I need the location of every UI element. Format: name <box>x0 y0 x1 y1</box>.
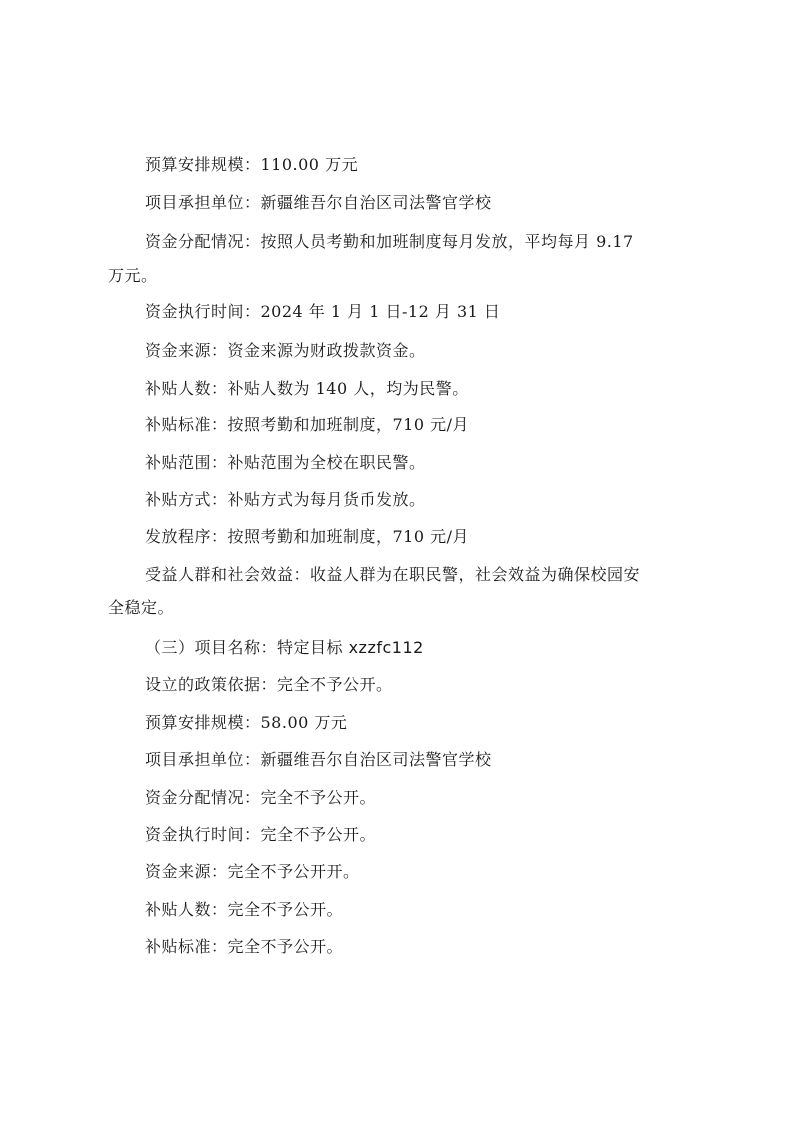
policy-basis-line: 设立的政策依据：完全不予公开。 <box>145 675 393 694</box>
subsidy-method-line: 补贴方式：补贴方式为每月货币发放。 <box>145 490 426 509</box>
undertaking-unit-line: 项目承担单位：新疆维吾尔自治区司法警官学校 <box>145 193 492 212</box>
distribution-procedure-line: 发放程序：按照考勤和加班制度，710 元/月 <box>145 527 470 546</box>
execution-time-line: 资金执行时间：2024 年 1 月 1 日-12 月 31 日 <box>145 302 501 321</box>
subsidy-count-line-3: 补贴人数：完全不予公开。 <box>145 900 344 919</box>
beneficiaries-line: 受益人群和社会效益：收益人群为在职民警，社会效益为确保校园安 <box>145 565 641 584</box>
subsidy-count-line: 补贴人数：补贴人数为 140 人，均为民警。 <box>145 379 469 398</box>
undertaking-unit-line-3: 项目承担单位：新疆维吾尔自治区司法警官学校 <box>145 750 492 769</box>
beneficiaries-continuation: 全稳定。 <box>108 598 175 617</box>
budget-scale-line: 预算安排规模：110.00 万元 <box>145 155 359 174</box>
fund-allocation-line-3: 资金分配情况：完全不予公开。 <box>145 788 377 807</box>
fund-allocation-line: 资金分配情况：按照人员考勤和加班制度每月发放，平均每月 9.17 <box>145 232 634 251</box>
budget-scale-line-3: 预算安排规模：58.00 万元 <box>145 713 348 732</box>
subsidy-standard-line-3: 补贴标准：完全不予公开。 <box>145 937 344 956</box>
fund-source-line: 资金来源：资金来源为财政拨款资金。 <box>145 341 426 360</box>
fund-source-line-3: 资金来源：完全不予公开开。 <box>145 862 360 881</box>
fund-allocation-continuation: 万元。 <box>108 266 158 285</box>
subsidy-standard-line: 补贴标准：按照考勤和加班制度，710 元/月 <box>145 415 470 434</box>
execution-time-line-3: 资金执行时间：完全不予公开。 <box>145 825 377 844</box>
subsidy-scope-line: 补贴范围：补贴范围为全校在职民警。 <box>145 453 426 472</box>
section-3-heading: （三）项目名称：特定目标 xzzfc112 <box>145 638 424 657</box>
